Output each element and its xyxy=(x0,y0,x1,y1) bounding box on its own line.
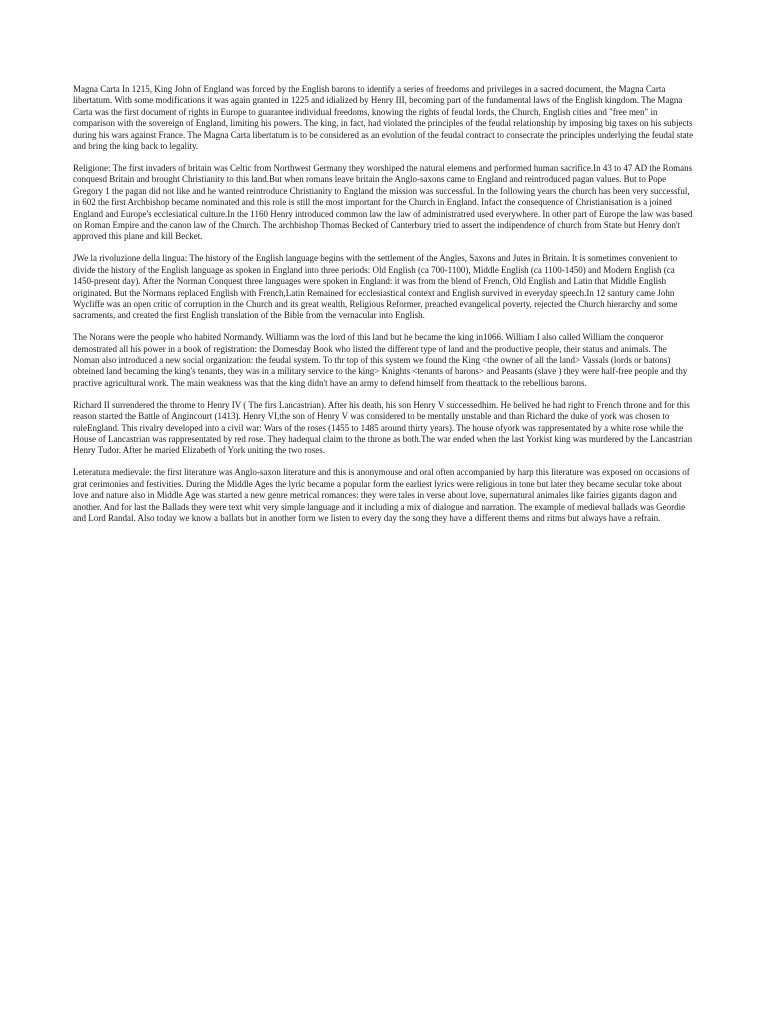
document-page xyxy=(73,84,695,535)
paragraph-lingua: JWe la rivoluzione della lingua: The history of the English language begins with the settlement of the Angles, Saxons and Jutes in Britain. It is sometimes convenient to divide the history of the English language as spoken in England into three periods: Old English (ca 700-1100), Middle English (ca 1100-1450) and Modern English (ca 1450-present day). After the Norman Conquest three languages were spoken in England: it was from the blend of French, Old English and Latin that Middle English originated. But the Normans replaced English with French,Latin Remained for ecclesiastical context and English survived in everyday speech.In 12 santury came John Wycliffe was an open critic of corruption in the Church and its great wealth, Religious Reformer, preached evangelical poverty, rejected the Church hierarchy and some sacraments, and created the first English translation of the Bible from the vernacular into English. xyxy=(73,253,678,321)
paragraph-normans: The Norans were the people who habited Normandy. Williamn was the lord of this land but he became the king in1066. William I also called William the conqueror demostrated all his power in a book of registration: the Domesday Book who listed the different type of land and the productive people, their status and animals. The Noman also introduced a new social organization: the feudal system. To thr top of this system we found the King <the owner of all the land> Vassals (lords or batons) obteined land becaming the king's tenants, they was in a military service to the king> Knights <tenants of barons> and Peasants (slave ) they were half-free people and thy practive agricultural work. The main weakness was that the king didn't have an army to defend himself from theattack to the rebellious barons. xyxy=(73,332,688,388)
paragraph-wars-of-roses: Richard II surrendered the throme to Henry IV ( The firs Lancastrian). After his death, his son Henry V successedhim. He belived he had right to French throne and for this reason started the Battle of Angincourt (1413). Henry VI,the son of Henry V was considered to be mentally unstable and than Richard the duke of york was chosen to ruleEngland. This rivalry developed into a civil war: Wars of the roses (1455 to 1485 around thirty years). The house ofyork was rappresentated by a white rose while the House of Lancastrian was rappresentated by red rose. They hadequal claim to the throne as both.The war ended when the last Yorkist king was murdered by the Lancastrian Henry Tudor. After he maried Elizabeth of York uniting the two roses. xyxy=(73,399,693,456)
paragraph-magna-carta: Magna Carta In 1215, King John of England was forced by the English barons to identify a series of freedoms and privileges in a sacred document, the Magna Carta libertatum. With some modifications it was again granted in 1225 and idialized by Henry III, becoming part of the fundamental laws of the English kingdom. The Magna Carta was the first document of rights in Europe to guarantee individual freedoms, knowing the rights of feudal lords, the Church, English cities and "free men" in comparison with the sovereign of England, limiting his powers. The king, in fact, had violated the principles of the feudal relationship by imposing big taxes on his subjects during his wars against France. The Magna Carta libertatum is to be considered as an evolution of the feudal contract to consecrate the principles underlying the feudal state and bring the king back to legality. xyxy=(73,84,694,152)
paragraph-letteratura: Leteratura medievale: the first literature was Anglo-saxon literature and this is anonymouse and oral often accompanied by harp this literature was exposed on occasions of grat cerimonies and festivities. During the Middle Ages the lyric became a popular form the earliest lyrics were religious in tone but later they became secular toke about love and nature also in Middle Age was started a new genre metrical romances: they were tales in verse about love, supernatural animales like fairies gigants dagon and another. And for last the Ballads they were text whit very simple language and it including a mix of dialogue and narration. The example of medieval ballads was Geordie and Lord Randal. Also today we know a ballats but in another form we listen to every day the song they have a different thems and ritms but always have a refrain. xyxy=(73,467,690,523)
paragraph-religione: Religione: The first invaders of britain was Celtic from Northwest Germany they worshiped the natural elemens and performed human sacrifice.In 43 to 47 AD the Romans conquesd Britain and brought Christianity to this land.But when romans leave britain the Anglo-saxons came to England and reintroduced pagan values. But to Pope Gregory 1 the pagan did not like and he wanted reintroduce Christianity to England the mission was successful. In the following years the church has been very successful, in 602 the first Archbishop became nominated and this role is still the most important for the Church in England. Infact the consequence of Christianisation is a joined England and Europe's ecclesiatical culture.In the 1160 Henry introduced common law the law of administratred used everywhere. In other part of Europe the law was based on Roman Empire and the canon law of the Church. The archbishop Thomas Becked of Canterbury tried to assert the indipendence of church from State but Henry don't approved this plane and kill Becket. xyxy=(73,162,693,242)
